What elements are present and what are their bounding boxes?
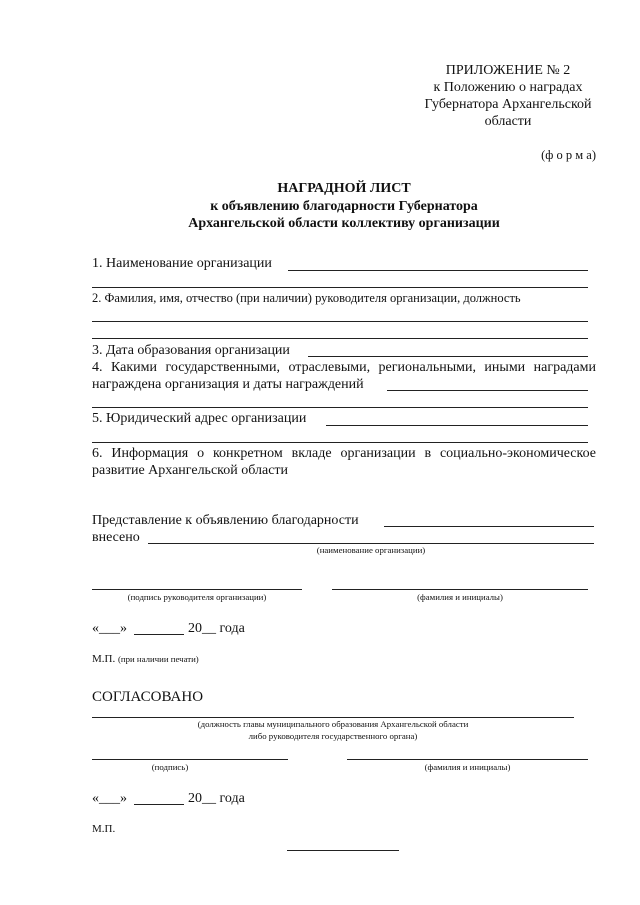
field-org-name-line-2[interactable]	[92, 287, 588, 288]
document-subtitle-1: к объявлению благодарности Губернатора	[210, 199, 478, 214]
field-founded-label: 3. Дата образования организации	[92, 343, 290, 358]
field-org-name-label: 1. Наименование организации	[92, 256, 272, 271]
submission-org-caption: (наименование организации)	[316, 545, 426, 555]
closing-line	[287, 850, 399, 851]
submission-by-label: внесено	[92, 530, 140, 545]
submission-date-open: «___»	[92, 621, 127, 636]
form-label: (ф о р м а)	[541, 148, 596, 162]
field-address-line-2[interactable]	[92, 442, 588, 443]
appendix-number: ПРИЛОЖЕНИЕ № 2	[445, 63, 571, 78]
field-awards-label-2: награждена организация и даты награждений	[92, 377, 364, 392]
approval-date-month-line[interactable]	[134, 804, 184, 805]
submission-name-line[interactable]	[332, 589, 588, 590]
submission-date-month-line[interactable]	[134, 634, 184, 635]
field-awards-label-1: 4. Какими государственными, отраслевыми, региональными, иными наградами	[92, 360, 596, 375]
approval-name-caption: (фамилия и инициалы)	[424, 762, 511, 772]
field-head-name-label: 2. Фамилия, имя, отчество (при наличии) руководителя организации, должность	[92, 291, 521, 305]
approval-position-caption-1: (должность главы муниципального образования Архангельской области	[197, 719, 469, 729]
field-awards-line-2[interactable]	[92, 407, 588, 408]
appendix-line1: к Положению о наградах	[433, 80, 583, 95]
submission-sign-caption: (подпись руководителя организации)	[127, 592, 267, 602]
field-address-line-1[interactable]	[326, 425, 588, 426]
field-org-name-line[interactable]	[288, 270, 588, 271]
approval-position-line[interactable]	[92, 717, 574, 718]
field-contribution-label-2: развитие Архангельской области	[92, 463, 289, 478]
submission-org-line[interactable]	[148, 543, 594, 544]
submission-sign-line[interactable]	[92, 589, 302, 590]
document-subtitle-2: Архангельской области коллективу организации	[188, 216, 500, 231]
submission-line-1[interactable]	[384, 526, 594, 527]
approval-sign-caption: (подпись)	[151, 762, 189, 772]
field-head-name-line-1[interactable]	[92, 321, 588, 322]
appendix-line3: области	[484, 114, 532, 129]
submission-label: Представление к объявлению благодарности	[92, 513, 359, 528]
appendix-line2: Губернатора Архангельской	[424, 97, 592, 112]
submission-stamp-note: (при наличии печати)	[117, 654, 199, 664]
approval-date-year: 20__ года	[188, 791, 245, 806]
field-contribution-label-1: 6. Информация о конкретном вкладе организации в социально-экономическое	[92, 446, 596, 461]
submission-stamp-label: М.П.	[92, 653, 116, 665]
field-founded-line[interactable]	[308, 356, 588, 357]
field-head-name-line-2[interactable]	[92, 338, 588, 339]
approval-position-caption-2: либо руководителя государственного органа)	[248, 731, 418, 741]
submission-stamp	[92, 652, 199, 666]
approval-date-open: «___»	[92, 791, 127, 806]
submission-name-caption: (фамилия и инициалы)	[417, 592, 503, 602]
document-title: НАГРАДНОЙ ЛИСТ	[277, 181, 411, 196]
field-awards-line-1[interactable]	[387, 390, 588, 391]
field-address-label: 5. Юридический адрес организации	[92, 411, 307, 426]
approval-name-line[interactable]	[347, 759, 588, 760]
approval-stamp: М.П.	[92, 823, 116, 835]
approval-heading: СОГЛАСОВАНО	[92, 689, 204, 705]
submission-date-year: 20__ года	[188, 621, 245, 636]
approval-sign-line[interactable]	[92, 759, 288, 760]
